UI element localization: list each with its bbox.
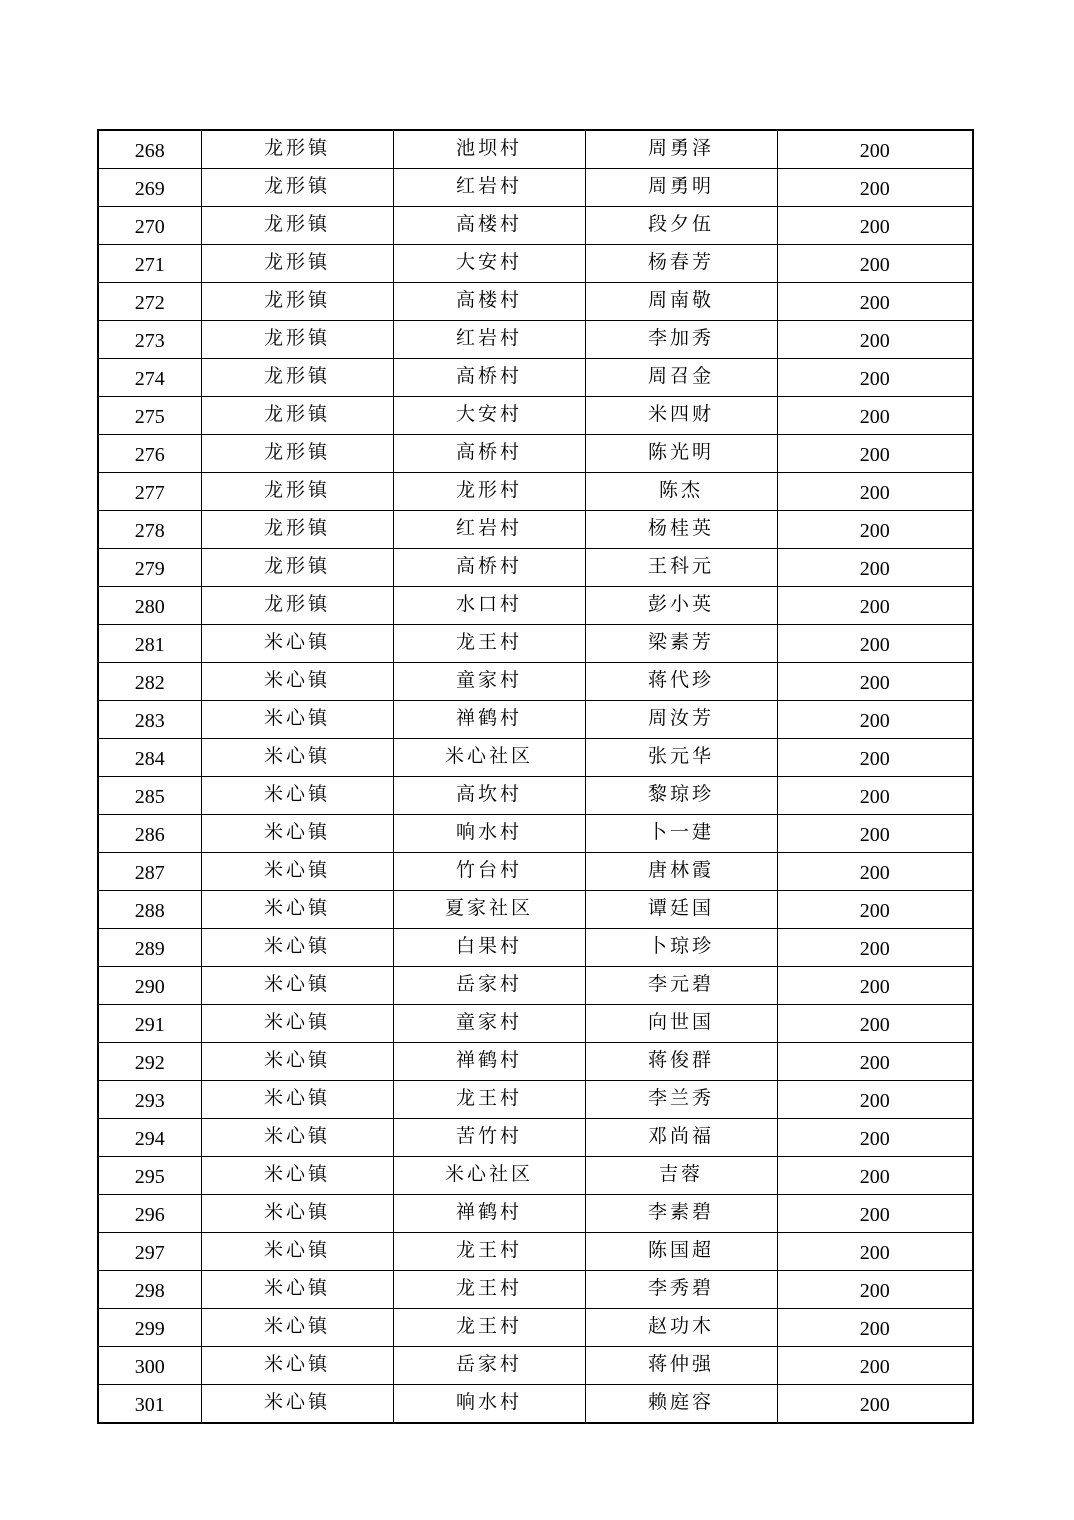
village-cell: 龙王村	[393, 1233, 585, 1271]
person-name-cell: 李素碧	[585, 1195, 777, 1233]
village-cell: 童家村	[393, 663, 585, 701]
town-cell: 米心镇	[201, 739, 393, 777]
amount-cell: 200	[777, 625, 973, 663]
table-row	[98, 853, 973, 891]
amount-cell: 200	[777, 777, 973, 815]
village-cell: 龙王村	[393, 1309, 585, 1347]
row-number-cell: 297	[98, 1233, 201, 1271]
person-name-cell: 李秀碧	[585, 1271, 777, 1309]
person-name-cell: 蒋俊群	[585, 1043, 777, 1081]
subsidy-roster-table	[97, 129, 974, 1424]
person-name-cell: 张元华	[585, 739, 777, 777]
table-row	[98, 511, 973, 549]
table-row	[98, 549, 973, 587]
amount-cell: 200	[777, 1043, 973, 1081]
person-name-cell: 赖庭容	[585, 1385, 777, 1424]
row-number-cell: 274	[98, 359, 201, 397]
amount-cell: 200	[777, 815, 973, 853]
row-number-cell: 285	[98, 777, 201, 815]
table-row	[98, 473, 973, 511]
town-cell: 米心镇	[201, 929, 393, 967]
table-row	[98, 1043, 973, 1081]
row-number-cell: 287	[98, 853, 201, 891]
person-name-cell: 谭廷国	[585, 891, 777, 929]
village-cell: 高楼村	[393, 283, 585, 321]
town-cell: 米心镇	[201, 625, 393, 663]
roster-table-body	[98, 130, 973, 1423]
table-row	[98, 891, 973, 929]
amount-cell: 200	[777, 207, 973, 245]
person-name-cell: 周勇明	[585, 169, 777, 207]
table-row	[98, 397, 973, 435]
village-cell: 高桥村	[393, 549, 585, 587]
row-number-cell: 280	[98, 587, 201, 625]
village-cell: 龙王村	[393, 1081, 585, 1119]
amount-cell: 200	[777, 1347, 973, 1385]
village-cell: 高桥村	[393, 359, 585, 397]
village-cell: 岳家村	[393, 1347, 585, 1385]
village-cell: 高坎村	[393, 777, 585, 815]
town-cell: 龙形镇	[201, 321, 393, 359]
town-cell: 龙形镇	[201, 130, 393, 169]
town-cell: 龙形镇	[201, 283, 393, 321]
amount-cell: 200	[777, 967, 973, 1005]
town-cell: 龙形镇	[201, 435, 393, 473]
row-number-cell: 291	[98, 1005, 201, 1043]
town-cell: 米心镇	[201, 701, 393, 739]
table-row	[98, 207, 973, 245]
person-name-cell: 吉蓉	[585, 1157, 777, 1195]
person-name-cell: 杨桂英	[585, 511, 777, 549]
person-name-cell: 蒋仲强	[585, 1347, 777, 1385]
village-cell: 夏家社区	[393, 891, 585, 929]
village-cell: 竹台村	[393, 853, 585, 891]
person-name-cell: 杨春芳	[585, 245, 777, 283]
town-cell: 龙形镇	[201, 207, 393, 245]
person-name-cell: 向世国	[585, 1005, 777, 1043]
person-name-cell: 段夕伍	[585, 207, 777, 245]
town-cell: 龙形镇	[201, 397, 393, 435]
table-row	[98, 1119, 973, 1157]
row-number-cell: 301	[98, 1385, 201, 1424]
amount-cell: 200	[777, 549, 973, 587]
village-cell: 龙王村	[393, 1271, 585, 1309]
village-cell: 苦竹村	[393, 1119, 585, 1157]
person-name-cell: 米四财	[585, 397, 777, 435]
row-number-cell: 282	[98, 663, 201, 701]
village-cell: 龙形村	[393, 473, 585, 511]
row-number-cell: 289	[98, 929, 201, 967]
row-number-cell: 278	[98, 511, 201, 549]
amount-cell: 200	[777, 739, 973, 777]
person-name-cell: 卜一建	[585, 815, 777, 853]
amount-cell: 200	[777, 130, 973, 169]
row-number-cell: 298	[98, 1271, 201, 1309]
person-name-cell: 蒋代珍	[585, 663, 777, 701]
person-name-cell: 黎琼珍	[585, 777, 777, 815]
village-cell: 高桥村	[393, 435, 585, 473]
amount-cell: 200	[777, 245, 973, 283]
town-cell: 米心镇	[201, 777, 393, 815]
village-cell: 大安村	[393, 397, 585, 435]
town-cell: 米心镇	[201, 853, 393, 891]
town-cell: 米心镇	[201, 1119, 393, 1157]
village-cell: 禅鹤村	[393, 1195, 585, 1233]
row-number-cell: 290	[98, 967, 201, 1005]
village-cell: 红岩村	[393, 321, 585, 359]
row-number-cell: 276	[98, 435, 201, 473]
person-name-cell: 彭小英	[585, 587, 777, 625]
village-cell: 岳家村	[393, 967, 585, 1005]
village-cell: 禅鹤村	[393, 701, 585, 739]
town-cell: 米心镇	[201, 891, 393, 929]
town-cell: 米心镇	[201, 1195, 393, 1233]
amount-cell: 200	[777, 1157, 973, 1195]
table-row	[98, 777, 973, 815]
amount-cell: 200	[777, 1119, 973, 1157]
person-name-cell: 陈国超	[585, 1233, 777, 1271]
town-cell: 米心镇	[201, 815, 393, 853]
amount-cell: 200	[777, 587, 973, 625]
row-number-cell: 283	[98, 701, 201, 739]
table-row	[98, 359, 973, 397]
row-number-cell: 273	[98, 321, 201, 359]
table-row	[98, 701, 973, 739]
row-number-cell: 270	[98, 207, 201, 245]
amount-cell: 200	[777, 701, 973, 739]
row-number-cell: 288	[98, 891, 201, 929]
row-number-cell: 293	[98, 1081, 201, 1119]
table-row	[98, 967, 973, 1005]
amount-cell: 200	[777, 1081, 973, 1119]
row-number-cell: 272	[98, 283, 201, 321]
amount-cell: 200	[777, 321, 973, 359]
table-row	[98, 1081, 973, 1119]
table-row	[98, 1157, 973, 1195]
amount-cell: 200	[777, 169, 973, 207]
town-cell: 米心镇	[201, 663, 393, 701]
village-cell: 水口村	[393, 587, 585, 625]
village-cell: 红岩村	[393, 169, 585, 207]
town-cell: 米心镇	[201, 1043, 393, 1081]
amount-cell: 200	[777, 397, 973, 435]
amount-cell: 200	[777, 283, 973, 321]
person-name-cell: 邓尚福	[585, 1119, 777, 1157]
table-row	[98, 1309, 973, 1347]
person-name-cell: 李元碧	[585, 967, 777, 1005]
village-cell: 高楼村	[393, 207, 585, 245]
village-cell: 米心社区	[393, 1157, 585, 1195]
table-row	[98, 321, 973, 359]
row-number-cell: 294	[98, 1119, 201, 1157]
village-cell: 红岩村	[393, 511, 585, 549]
town-cell: 米心镇	[201, 1157, 393, 1195]
person-name-cell: 周勇泽	[585, 130, 777, 169]
amount-cell: 200	[777, 1271, 973, 1309]
person-name-cell: 李兰秀	[585, 1081, 777, 1119]
town-cell: 米心镇	[201, 1347, 393, 1385]
row-number-cell: 279	[98, 549, 201, 587]
town-cell: 龙形镇	[201, 359, 393, 397]
table-row	[98, 1005, 973, 1043]
row-number-cell: 295	[98, 1157, 201, 1195]
amount-cell: 200	[777, 891, 973, 929]
row-number-cell: 284	[98, 739, 201, 777]
person-name-cell: 唐林霞	[585, 853, 777, 891]
table-row	[98, 929, 973, 967]
amount-cell: 200	[777, 929, 973, 967]
town-cell: 米心镇	[201, 1081, 393, 1119]
town-cell: 龙形镇	[201, 587, 393, 625]
person-name-cell: 李加秀	[585, 321, 777, 359]
town-cell: 米心镇	[201, 1005, 393, 1043]
person-name-cell: 陈光明	[585, 435, 777, 473]
town-cell: 米心镇	[201, 1233, 393, 1271]
row-number-cell: 296	[98, 1195, 201, 1233]
amount-cell: 200	[777, 511, 973, 549]
row-number-cell: 281	[98, 625, 201, 663]
row-number-cell: 286	[98, 815, 201, 853]
amount-cell: 200	[777, 853, 973, 891]
table-row	[98, 435, 973, 473]
amount-cell: 200	[777, 1195, 973, 1233]
village-cell: 龙王村	[393, 625, 585, 663]
town-cell: 米心镇	[201, 1271, 393, 1309]
row-number-cell: 269	[98, 169, 201, 207]
table-row	[98, 1385, 973, 1424]
table-row	[98, 1271, 973, 1309]
table-row	[98, 587, 973, 625]
town-cell: 米心镇	[201, 967, 393, 1005]
row-number-cell: 300	[98, 1347, 201, 1385]
table-row	[98, 1195, 973, 1233]
person-name-cell: 梁素芳	[585, 625, 777, 663]
amount-cell: 200	[777, 663, 973, 701]
town-cell: 米心镇	[201, 1309, 393, 1347]
town-cell: 米心镇	[201, 1385, 393, 1424]
table-row	[98, 1347, 973, 1385]
row-number-cell: 299	[98, 1309, 201, 1347]
row-number-cell: 268	[98, 130, 201, 169]
table-row	[98, 625, 973, 663]
amount-cell: 200	[777, 359, 973, 397]
row-number-cell: 277	[98, 473, 201, 511]
table-row	[98, 815, 973, 853]
town-cell: 龙形镇	[201, 169, 393, 207]
person-name-cell: 王科元	[585, 549, 777, 587]
town-cell: 龙形镇	[201, 245, 393, 283]
town-cell: 龙形镇	[201, 549, 393, 587]
table-row	[98, 663, 973, 701]
village-cell: 童家村	[393, 1005, 585, 1043]
table-row	[98, 739, 973, 777]
table-row	[98, 169, 973, 207]
table-row	[98, 130, 973, 169]
town-cell: 龙形镇	[201, 473, 393, 511]
row-number-cell: 275	[98, 397, 201, 435]
person-name-cell: 卜琼珍	[585, 929, 777, 967]
village-cell: 禅鹤村	[393, 1043, 585, 1081]
person-name-cell: 周召金	[585, 359, 777, 397]
table-row	[98, 283, 973, 321]
person-name-cell: 周南敬	[585, 283, 777, 321]
amount-cell: 200	[777, 1233, 973, 1271]
table-row	[98, 1233, 973, 1271]
village-cell: 响水村	[393, 815, 585, 853]
amount-cell: 200	[777, 1005, 973, 1043]
amount-cell: 200	[777, 473, 973, 511]
row-number-cell: 292	[98, 1043, 201, 1081]
table-row	[98, 245, 973, 283]
town-cell: 龙形镇	[201, 511, 393, 549]
village-cell: 大安村	[393, 245, 585, 283]
amount-cell: 200	[777, 1309, 973, 1347]
person-name-cell: 赵功木	[585, 1309, 777, 1347]
village-cell: 响水村	[393, 1385, 585, 1424]
person-name-cell: 周汝芳	[585, 701, 777, 739]
village-cell: 池坝村	[393, 130, 585, 169]
amount-cell: 200	[777, 1385, 973, 1424]
person-name-cell: 陈杰	[585, 473, 777, 511]
village-cell: 白果村	[393, 929, 585, 967]
amount-cell: 200	[777, 435, 973, 473]
village-cell: 米心社区	[393, 739, 585, 777]
row-number-cell: 271	[98, 245, 201, 283]
